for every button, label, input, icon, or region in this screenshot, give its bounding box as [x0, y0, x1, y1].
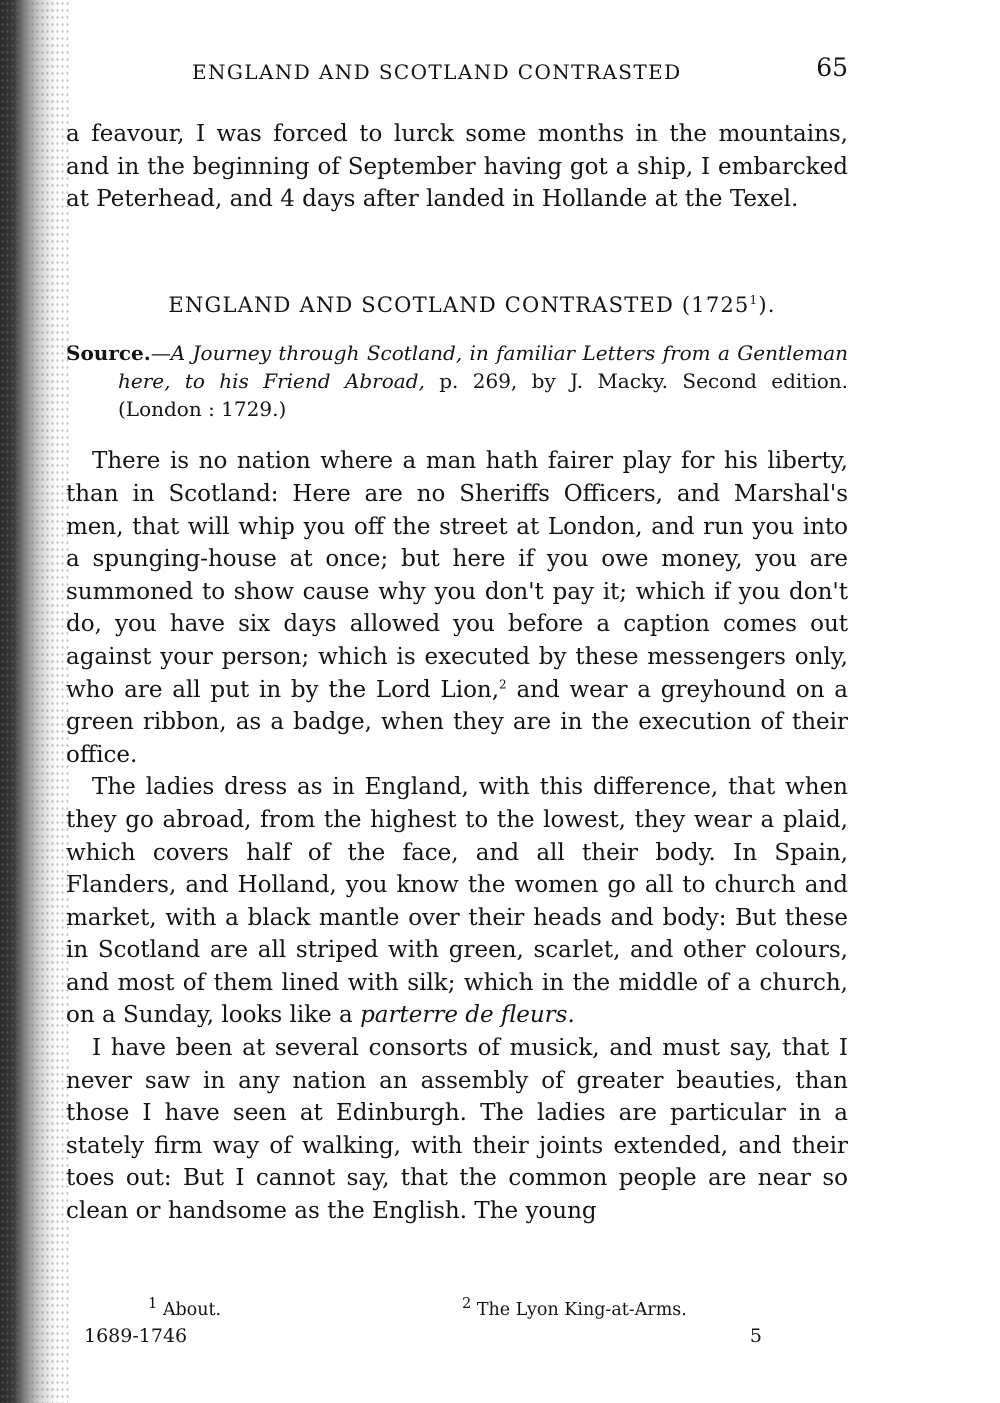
- section-title-end: ).: [758, 292, 776, 317]
- footnotes: [66, 1295, 848, 1325]
- signature-dates: 1689-1746: [84, 1325, 188, 1347]
- section-title: [66, 284, 848, 322]
- footnote-1-text: About.: [157, 1299, 222, 1320]
- footnote-2-mark: 2: [462, 1295, 472, 1312]
- paragraph-liberty-text-end: and wear a greyhound on a green ribbon, as a badge, when they are in the execution of their office.: [66, 676, 848, 768]
- source-details: p. 269, by J. Macky. Second edition. (London : 1729.): [118, 369, 848, 422]
- paragraph-liberty: [66, 445, 848, 771]
- running-title: ENGLAND AND SCOTLAND CONTRASTED: [192, 60, 682, 84]
- signature-number: 5: [749, 1325, 762, 1347]
- running-head: [66, 53, 848, 96]
- source-label: Source.: [66, 341, 151, 366]
- scan-speckle: [0, 0, 70, 1403]
- page-number: 65: [816, 53, 848, 82]
- parterre-phrase: parterre de fleurs.: [360, 1002, 575, 1029]
- continued-paragraph: a feavour, I was forced to lurck some months in the mountains, and in the beginning of September having got a ship, I embarcked at Peterhead, and 4 days after landed in Hollande at the Texel.: [66, 121, 848, 213]
- page-foot: [66, 1325, 848, 1357]
- source-citation: [66, 339, 848, 423]
- paragraph-ladies-dress: [66, 771, 848, 1032]
- section-title-text: ENGLAND AND SCOTLAND CONTRASTED (1725: [168, 292, 750, 317]
- page-body: [66, 53, 848, 1228]
- footnote-1: [148, 1295, 221, 1320]
- section-title-note-ref: 1: [749, 292, 759, 307]
- footnote-1-mark: 1: [148, 1295, 158, 1312]
- source-book-title: A Journey through Scotland, in familiar Letters from a Gentleman here, to his Friend Abroad,: [118, 341, 848, 394]
- footnote-2-text: The Lyon King-at-Arms.: [471, 1299, 687, 1320]
- paragraph-ladies-dress-text: The ladies dress as in England, with this difference, that when they go abroad, from the highest to the lowest, they wear a plaid, which covers half of the face, and all their body. In Spain, Flanders, and Holland, you know the women go all to church and market, with a black mantle over their heads and body: But these in Scotland are all striped with green, scarlet, and other colours, and most of them lined with silk; which in the middle of a church, on a Sunday, looks like a: [66, 774, 848, 1029]
- paragraph-musick: I have been at several consorts of musick, and must say, that I never saw in any nation an assembly of greater beauties, than those I have seen at Edinburgh. The ladies are particular in a stately firm way of walking, with their joints extended, and their toes out: But I cannot say, that the common people are near so clean or handsome as the English. The young: [66, 1035, 848, 1225]
- footnote-2: [462, 1295, 687, 1320]
- footnote-ref-2: 2: [499, 676, 507, 691]
- source-dash: —: [150, 341, 171, 366]
- paragraph-liberty-text: There is no nation where a man hath fairer play for his liberty, than in Scotland: Here are no Sheriffs Officers, and Marshal's men, that will whip you off the street at London, and run you into a spunging-house at once; but here if you owe money, you are summoned to show cause why you don't pay it; which if you don't do, you have six days allowed you before a caption comes out against your person; which is executed by these messengers only, who are all put in by the Lord Lion,: [66, 448, 848, 703]
